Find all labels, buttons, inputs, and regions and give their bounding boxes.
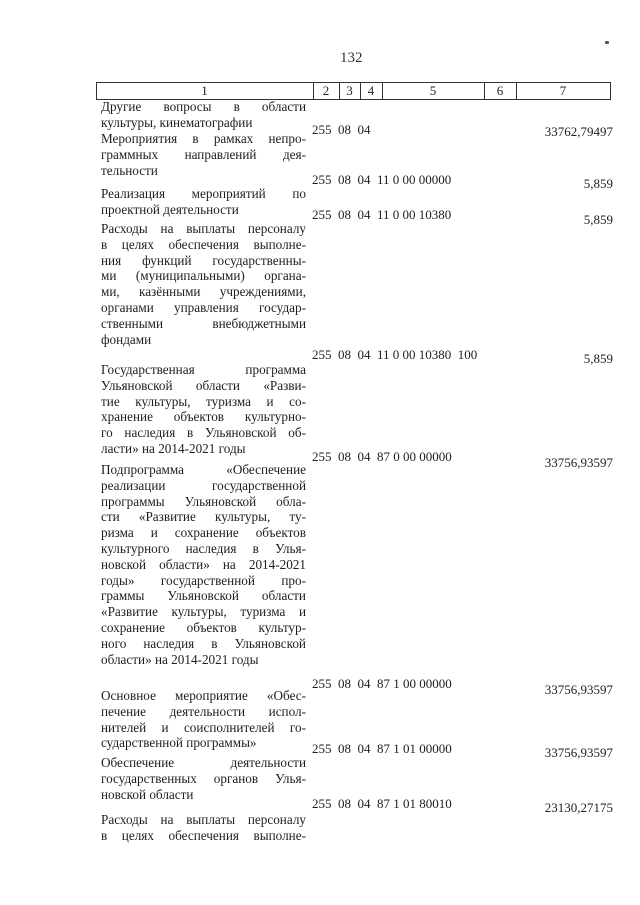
row-codes: 255 08 04 87 1 00 00000 — [312, 676, 452, 691]
row-name-line: новской области — [101, 786, 194, 802]
row-name-line: Другие вопросы в области — [101, 99, 306, 114]
row-codes: 255 08 04 11 0 00 10380 — [312, 207, 452, 222]
row-name-line: в целях обеспечения выполне- — [101, 236, 306, 252]
row-name-line: проектной деятельности — [101, 201, 239, 217]
row-name-line: государственных органов Улья- — [101, 770, 306, 786]
row-name-line: сударственной программы» — [101, 735, 257, 751]
row-name — [101, 755, 306, 802]
row-name — [101, 362, 306, 457]
row-name-line: новской области» на 2014-2021 — [101, 556, 306, 572]
row-amount: 5,859 — [583, 176, 613, 191]
row-amount: 5,859 — [583, 212, 613, 227]
table-header-row — [96, 82, 611, 100]
row-name — [101, 462, 306, 667]
row-name-line: Мероприятия в рамках непро- — [101, 131, 306, 146]
row-name-line: области» на 2014-2021 годы — [101, 651, 259, 667]
row-name-line: ласти» на 2014-2021 годы — [101, 440, 246, 456]
row-amount: 33756,93597 — [544, 682, 613, 697]
row-name-line: Государственная программа — [101, 362, 306, 377]
row-name-line: сти «Развитие культуры, ту- — [101, 509, 306, 525]
row-codes: 255 08 04 87 1 01 00000 — [312, 741, 452, 756]
row-name-line: Реализация мероприятий по — [101, 186, 306, 201]
row-codes: 255 08 04 — [312, 122, 371, 137]
header-divider — [610, 82, 611, 100]
row-name-line: Подпрограмма «Обеспечение — [101, 462, 306, 477]
row-name-line: культуры, кинематографии — [101, 114, 253, 130]
row-name-line: в целях обеспечения выполне- — [101, 827, 306, 843]
row-name-line: Обеспечение деятельности — [101, 755, 306, 770]
row-name-line: культурного наследия в Улья- — [101, 540, 306, 556]
row-name-line: ризма и сохранение объектов — [101, 525, 306, 541]
row-name-line: хранение объектов культурно- — [101, 409, 306, 425]
row-name-line: органами управления государ- — [101, 299, 306, 315]
row-amount: 33756,93597 — [544, 455, 613, 470]
column-header-1: 1 — [201, 83, 208, 98]
row-name-line: реализации государственной — [101, 477, 306, 493]
row-amount: 5,859 — [583, 351, 613, 366]
row-name-line: нителей и соисполнителей го- — [101, 719, 306, 735]
row-name-line: Расходы на выплаты персоналу — [101, 812, 306, 827]
row-name — [101, 186, 306, 218]
row-name — [101, 99, 306, 131]
column-header-7: 7 — [559, 83, 567, 98]
row-name-line: граммных направлений дея- — [101, 146, 306, 162]
row-name-line: Расходы на выплаты персоналу — [101, 221, 306, 236]
row-name-line: сохранение объектов культур- — [101, 619, 306, 635]
row-name-line: программы Ульяновской обла- — [101, 493, 306, 509]
row-name — [101, 812, 306, 844]
row-name-line: «Развитие культуры, туризма и — [101, 604, 306, 620]
row-codes: 255 08 04 87 1 01 80010 — [312, 796, 452, 811]
row-name-line: Ульяновской области «Разви- — [101, 377, 306, 393]
row-name-line: Основное мероприятие «Обес- — [101, 688, 306, 703]
row-codes: 255 08 04 87 0 00 00000 — [312, 449, 452, 464]
row-name-line: ния функций государственны- — [101, 252, 306, 268]
row-name-line: печение деятельности испол- — [101, 703, 306, 719]
row-name-line: фондами — [101, 331, 152, 347]
column-header-2: 2 — [322, 83, 330, 98]
row-name-line: го наследия в Ульяновской об- — [101, 425, 306, 441]
row-name-line: годы» государственной про- — [101, 572, 306, 588]
row-name-line: тельности — [101, 162, 158, 178]
row-codes: 255 08 04 11 0 00 10380 100 — [312, 347, 478, 362]
scan-mark — [605, 41, 609, 44]
row-name-line: тие культуры, туризма и со- — [101, 393, 306, 409]
row-name-line: ственными внебюджетными — [101, 315, 306, 331]
row-name-line: ми, казёнными учреждениями, — [101, 284, 306, 300]
column-header-3: 3 — [346, 83, 353, 98]
column-header-4: 4 — [367, 83, 375, 98]
row-amount: 23130,27175 — [544, 800, 613, 815]
row-name — [101, 688, 306, 751]
row-name — [101, 131, 306, 178]
page-number: 132 — [340, 50, 363, 66]
column-header-6: 6 — [496, 83, 504, 98]
row-codes: 255 08 04 11 0 00 00000 — [312, 172, 452, 187]
row-amount: 33762,79497 — [544, 124, 613, 139]
column-header-5: 5 — [429, 83, 437, 98]
row-name-line: ми (муниципальными) органа- — [101, 268, 306, 284]
row-name — [101, 221, 306, 347]
row-name-line: ного наследия в Ульяновской — [101, 635, 306, 651]
row-amount: 33756,93597 — [544, 745, 613, 760]
row-name-line: граммы Ульяновской области — [101, 588, 306, 604]
